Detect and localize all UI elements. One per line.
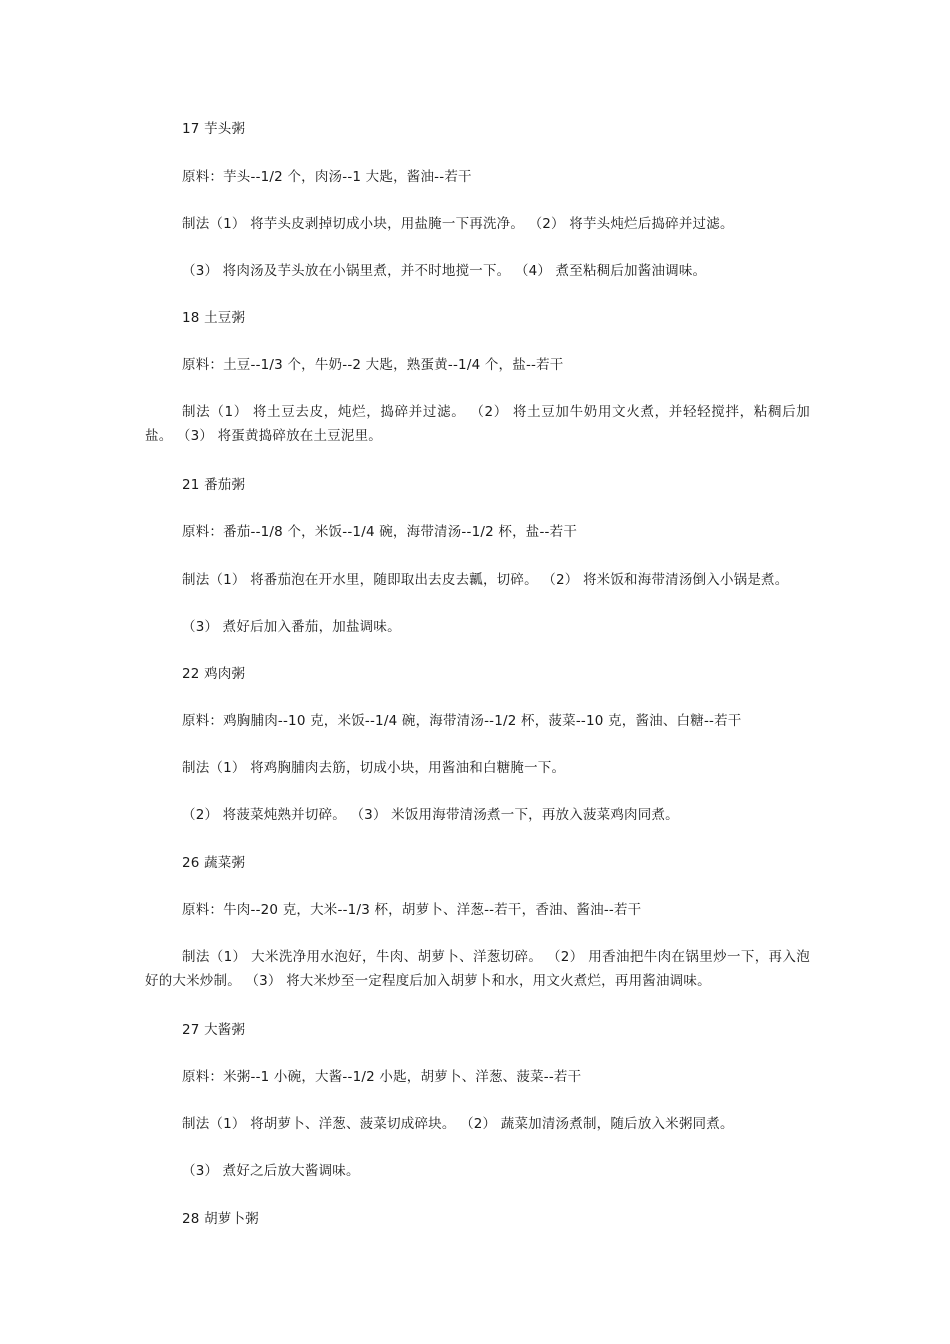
method-line: 制法（1） 将鸡胸脯肉去筋，切成小块，用酱油和白糖腌一下。 — [182, 760, 566, 776]
method-line: 制法（1） 将芋头皮剥掉切成小块，用盐腌一下再洗净。 （2） 将芋头炖烂后捣碎并过滤。 — [182, 216, 734, 232]
method-line: 制法（1） 将胡萝卜、洋葱、菠菜切成碎块。 （2） 蔬菜加清汤煮制，随后放入米粥同煮。 — [182, 1116, 734, 1132]
ingredients-line: 原料：芋头--1/2 个，肉汤--1 大匙，酱油--若干 — [182, 169, 472, 185]
ingredients-line: 原料：土豆--1/3 个，牛奶--2 大匙，熟蛋黄--1/4 个，盐--若干 — [182, 357, 564, 373]
method-paragraph: 制法（1） 将土豆去皮，炖烂，捣碎并过滤。 （2） 将土豆加牛奶用文火煮，并轻轻搅拌，粘稠后加盐。 （3） 将蛋黄捣碎放在土豆泥里。 — [145, 404, 810, 444]
recipe-heading: 21 番茄粥 — [182, 477, 246, 493]
method-line: （2） 将菠菜炖熟并切碎。 （3） 米饭用海带清汤煮一下，再放入菠菜鸡肉同煮。 — [182, 807, 679, 823]
recipe-heading: 17 芋头粥 — [182, 121, 246, 137]
ingredients-line: 原料：牛肉--20 克，大米--1/3 杯，胡萝卜、洋葱--若干，香油、酱油--若干 — [182, 902, 642, 918]
method-line: （3） 将肉汤及芋头放在小锅里煮，并不时地搅一下。 （4） 煮至粘稠后加酱油调味。 — [182, 263, 707, 279]
recipe-heading: 26 蔬菜粥 — [182, 855, 246, 871]
ingredients-line: 原料：番茄--1/8 个，米饭--1/4 碗，海带清汤--1/2 杯，盐--若干 — [182, 524, 578, 540]
method-line: 制法（1） 将番茄泡在开水里，随即取出去皮去瓤，切碎。 （2） 将米饭和海带清汤倒入小锅是煮。 — [182, 572, 789, 588]
ingredients-line: 原料：米粥--1 小碗，大酱--1/2 小匙，胡萝卜、洋葱、菠菜--若干 — [182, 1069, 582, 1085]
recipe-heading: 18 土豆粥 — [182, 310, 246, 326]
method-line: （3） 煮好后加入番茄，加盐调味。 — [182, 619, 401, 635]
recipe-heading: 28 胡萝卜粥 — [182, 1211, 259, 1227]
method-line: （3） 煮好之后放大酱调味。 — [182, 1163, 360, 1179]
ingredients-line: 原料：鸡胸脯肉--10 克，米饭--1/4 碗，海带清汤--1/2 杯，菠菜--10 克，酱油、白糖--若干 — [182, 713, 742, 729]
recipe-heading: 22 鸡肉粥 — [182, 666, 246, 682]
recipe-heading: 27 大酱粥 — [182, 1022, 246, 1038]
method-paragraph: 制法（1） 大米洗净用水泡好，牛肉、胡萝卜、洋葱切碎。 （2） 用香油把牛肉在锅里炒一下，再入泡好的大米炒制。 （3） 将大米炒至一定程度后加入胡萝卜和水，用文火煮烂，再用酱油调味。 — [145, 949, 810, 989]
